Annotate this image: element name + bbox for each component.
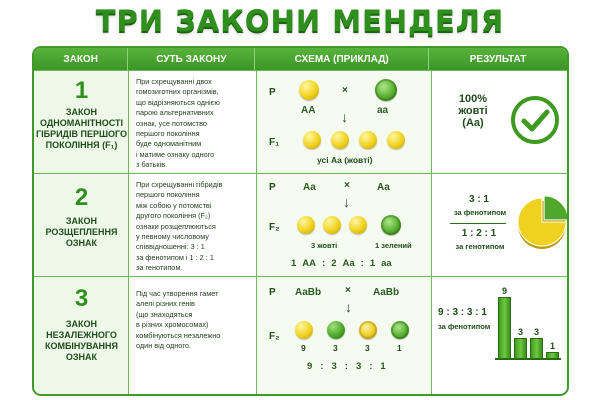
green-count-note: 1 зелений	[375, 241, 412, 250]
bar-label-2: 3	[533, 327, 539, 338]
yellow-count-note: 3 жовті	[311, 241, 338, 250]
bar-label-3: 1	[549, 341, 555, 352]
parent-genotype: AaBb	[373, 287, 400, 298]
law-name: ЗАКОН РОЗЩЕПЛЕННЯ ОЗНАК	[45, 216, 118, 248]
phenotype-ratio: 9 : 3 : 3 : 1	[438, 307, 487, 318]
green-wrinkled-pea-icon	[375, 79, 397, 101]
law-name: ЗАКОН НЕЗАЛЕЖНОГО КОМБІНУВАННЯ ОЗНАК	[44, 319, 119, 362]
yellow-pea-icon	[331, 131, 349, 149]
divider	[450, 223, 506, 224]
mendel-laws-table	[32, 46, 569, 396]
phenotype-count: 3	[365, 343, 370, 353]
yellow-pea-icon	[297, 216, 315, 234]
header-scheme: СХЕМА (ПРИКЛАД)	[255, 48, 429, 70]
phenotype-ratio: 3 : 1	[468, 194, 489, 205]
bar-label-0: 9	[501, 286, 507, 296]
table-header	[34, 48, 567, 70]
arrow-down-icon: ↓	[343, 194, 350, 210]
law-1-title-cell	[34, 71, 129, 173]
check-circle-icon	[510, 95, 560, 145]
green-wrinkled-pea-icon	[381, 215, 401, 235]
law-number: 2	[74, 184, 89, 211]
genotype-label: за генотипом	[455, 242, 505, 251]
pie-slice-1	[544, 196, 568, 220]
law-1-scheme	[257, 71, 432, 173]
offspring-label: F₁	[269, 137, 280, 148]
law-description: Під час утворення гамет алелі різних генів (що знаходяться в різних хромосомах) комбінуються незалежно один від одного.	[136, 289, 221, 351]
table-row-law-2	[34, 173, 567, 276]
law-2-scheme	[257, 174, 432, 276]
header-law: ЗАКОН	[34, 48, 128, 70]
offspring-label: F₂	[269, 331, 280, 342]
law-1-result	[432, 71, 569, 173]
yellow-pea-icon	[387, 131, 405, 149]
yellow-pea-icon	[323, 216, 341, 234]
law-number: 3	[74, 285, 89, 312]
green-wrinkled-pea-icon	[391, 321, 409, 339]
table-row-law-3	[34, 276, 567, 396]
phenotype-label: за фенотипом	[453, 208, 507, 217]
law-3-result	[432, 277, 569, 396]
bar-axis	[495, 358, 561, 360]
bar-0	[498, 297, 511, 359]
arrow-down-icon: ↓	[341, 109, 348, 125]
yellow-pea-icon	[299, 80, 319, 100]
offspring-label: F₂	[269, 222, 280, 233]
phenotype-ratio-scheme: 9 : 3 : 3 : 1	[307, 361, 386, 372]
parents-label: P	[269, 287, 276, 298]
page-title: ТРИ ЗАКОНИ МЕНДЕЛЯ	[95, 4, 505, 38]
header-essence: СУТЬ ЗАКОНУ	[128, 48, 255, 70]
arrow-down-icon: ↓	[345, 299, 352, 315]
green-round-pea-icon	[327, 321, 345, 339]
law-3-title-cell	[34, 277, 129, 396]
phenotype-count: 1	[397, 343, 402, 353]
law-3-description	[129, 277, 257, 396]
phenotype-count: 3	[333, 343, 338, 353]
pie-chart-icon	[516, 194, 568, 250]
phenotype-count: 9	[301, 343, 306, 353]
yellow-pea-icon	[349, 216, 367, 234]
parent-genotype: aa	[377, 105, 389, 116]
result-percent: 100% жовті (Aa)	[458, 93, 488, 129]
cross-sign: ×	[342, 85, 348, 96]
yellow-pea-icon	[359, 131, 377, 149]
parents-label: P	[269, 87, 276, 98]
phenotype-label: за фенотипом	[438, 322, 491, 331]
law-2-description	[129, 174, 257, 276]
yellow-wrinkled-pea-icon	[359, 321, 377, 339]
law-name: ЗАКОН ОДНОМАНІТНОСТІ ГІБРИДІВ ПЕРШОГО ПОКОЛІННЯ (F₁)	[36, 107, 127, 150]
law-number: 1	[74, 77, 89, 104]
table-row-law-1	[34, 70, 567, 173]
law-3-scheme	[257, 277, 432, 396]
bar-2	[530, 338, 543, 359]
law-description: При схрещуванні гібридів першого покоління між собою у потомстві другого покоління (F₂) ознаки розщеплюються у певному числовому співвідношенні: 3 : 1 за фенотипом і 1 : 2 : 1 за генотипом.	[136, 180, 223, 273]
yellow-round-pea-icon	[295, 321, 313, 339]
bar-chart-icon	[498, 283, 568, 359]
header-result: РЕЗУЛЬТАТ	[469, 53, 527, 65]
bar-1	[514, 338, 527, 359]
law-description: При схрещуванні двох гомозиготних організмів, що відрізняються однією парою альтернативних ознак, усе потомство першого покоління буде одноманітним і матиме ознаку одного з батьків.	[136, 77, 220, 170]
genotype-ratio: 1 AA : 2 Aa : 1 aa	[291, 258, 392, 269]
yellow-pea-icon	[303, 131, 321, 149]
parent-genotype: Aa	[303, 182, 316, 193]
bar-label-1: 3	[517, 327, 523, 338]
law-1-description	[129, 71, 257, 173]
parents-label: P	[269, 182, 276, 193]
parent-genotype: Aa	[377, 182, 390, 193]
offspring-note: усі Aa (жовті)	[317, 155, 373, 165]
cross-sign: ×	[344, 180, 350, 191]
law-2-title-cell	[34, 174, 129, 276]
parent-genotype: AaBb	[295, 287, 322, 298]
law-2-result	[432, 174, 569, 276]
cross-sign: ×	[345, 285, 351, 296]
parent-genotype: AA	[301, 105, 316, 116]
genotype-ratio-result: 1 : 2 : 1	[461, 228, 497, 239]
